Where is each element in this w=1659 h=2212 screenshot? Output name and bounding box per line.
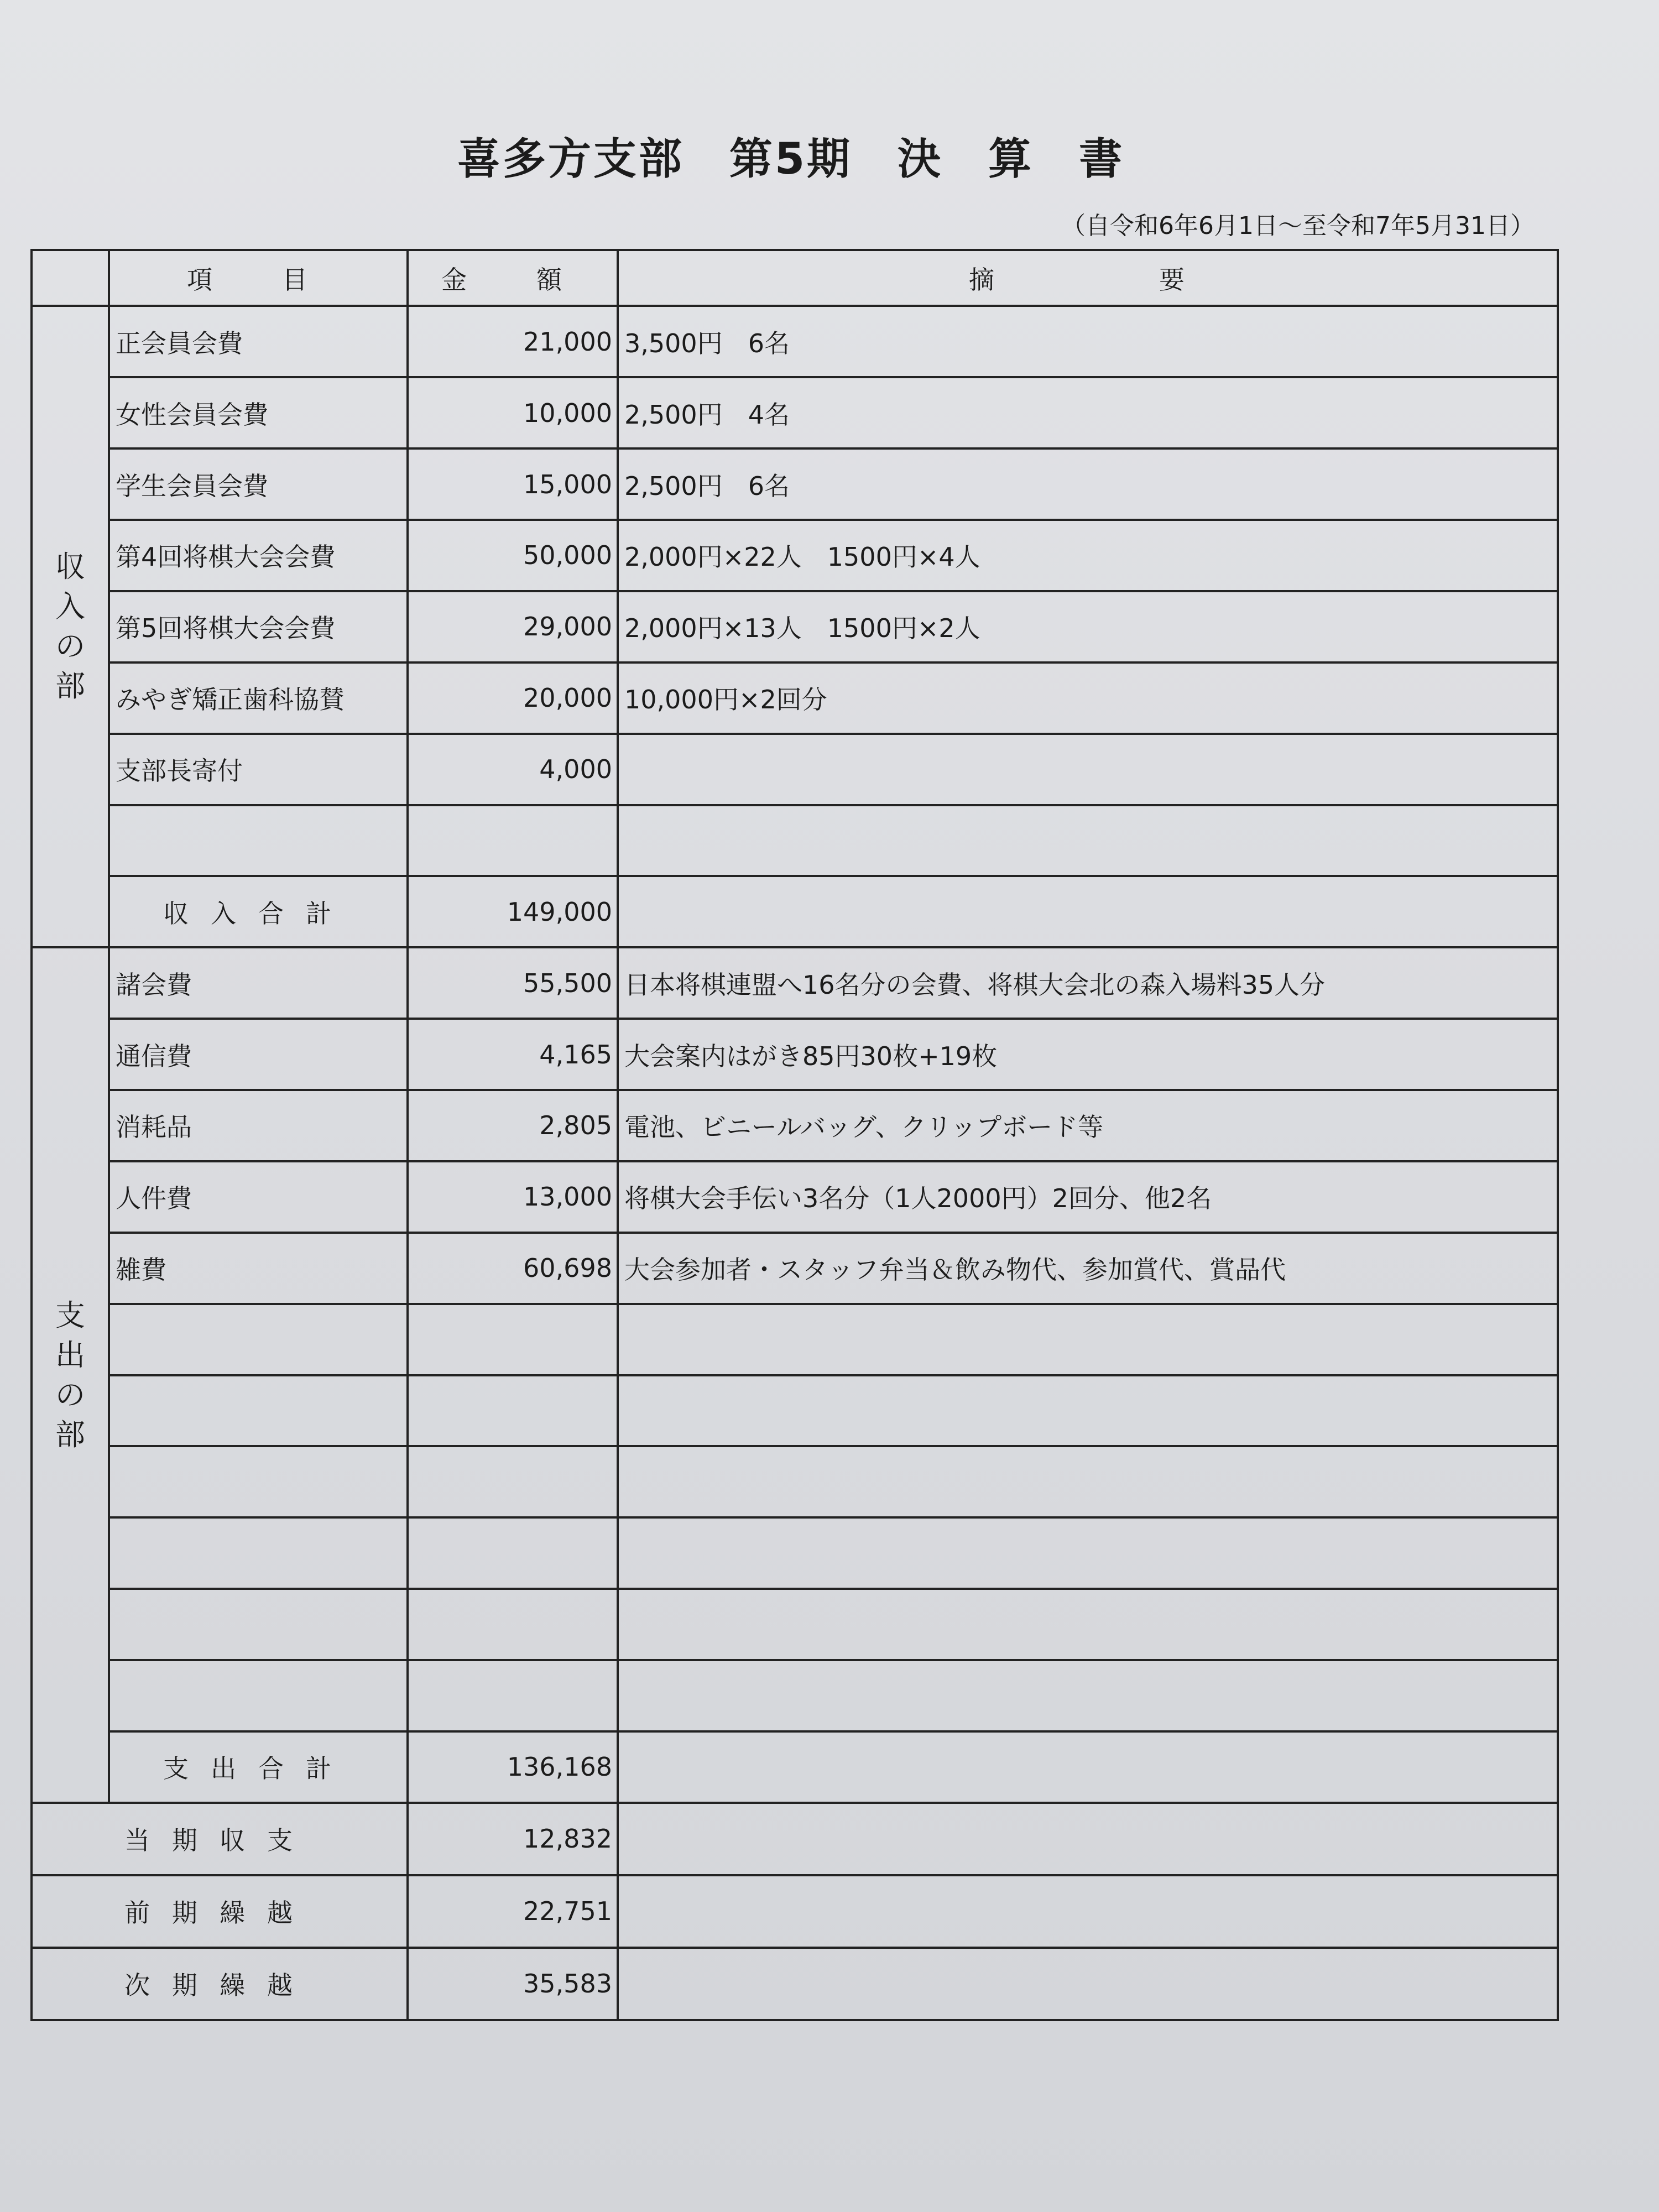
summary-row [32, 1948, 1558, 2020]
fiscal-period: （自令和6年6月1日～至令和7年5月31日） [1061, 212, 1535, 240]
row-item: 学生会員会費 [109, 448, 408, 520]
header-note: 摘 要 [618, 250, 1558, 306]
income-total-amount: 149,000 [408, 876, 618, 947]
table-row [32, 1090, 1558, 1161]
summary-row [32, 1875, 1558, 1948]
row-amount: 4,000 [408, 734, 618, 805]
row-item: 第5回将棋大会会費 [109, 591, 408, 662]
table-row [32, 1161, 1558, 1233]
summary-label: 次期繰越 [32, 1948, 408, 2020]
row-note: 2,000円×13人 1500円×2人 [618, 591, 1558, 662]
row-item: 正会員会費 [109, 306, 408, 377]
row-item [109, 1446, 408, 1517]
row-note [618, 1589, 1558, 1660]
settlement-table [30, 249, 1559, 2021]
row-amount: 4,165 [408, 1019, 618, 1090]
income-total-row [32, 876, 1558, 947]
summary-amount: 12,832 [408, 1803, 618, 1875]
income-total-note [618, 876, 1558, 947]
table-row [32, 1304, 1558, 1375]
table-row [32, 1589, 1558, 1660]
row-note: 日本将棋連盟へ16名分の会費、将棋大会北の森入場料35人分 [618, 947, 1558, 1019]
row-item: みやぎ矯正歯科協賛 [109, 662, 408, 734]
row-amount: 10,000 [408, 377, 618, 448]
row-item: 女性会員会費 [109, 377, 408, 448]
row-amount [408, 1589, 618, 1660]
row-amount: 2,805 [408, 1090, 618, 1161]
row-amount [408, 1304, 618, 1375]
summary-amount: 22,751 [408, 1875, 618, 1948]
row-item [109, 1304, 408, 1375]
table-row [32, 1019, 1558, 1090]
table-row [32, 520, 1558, 591]
income-label-char: 部 [55, 669, 85, 704]
summary-amount: 35,583 [408, 1948, 618, 2020]
row-item [109, 1660, 408, 1731]
summary-label: 当期収支 [32, 1803, 408, 1875]
table-row [32, 1375, 1558, 1447]
table-row [32, 1233, 1558, 1304]
header-row [32, 250, 1558, 306]
row-note: 将棋大会手伝い3名分（1人2000円）2回分、他2名 [618, 1161, 1558, 1233]
row-amount [408, 1517, 618, 1589]
row-amount: 60,698 [408, 1233, 618, 1304]
row-amount [408, 1660, 618, 1731]
expense-total-amount: 136,168 [408, 1731, 618, 1803]
row-amount: 55,500 [408, 947, 618, 1019]
row-amount: 21,000 [408, 306, 618, 377]
row-amount [408, 805, 618, 877]
income-label-char: 入 [55, 589, 85, 624]
title-text: 喜多方支部 第5期 決 算 書 [457, 134, 1125, 184]
row-note [618, 1446, 1558, 1517]
row-item: 雑費 [109, 1233, 408, 1304]
row-item: 支部長寄付 [109, 734, 408, 805]
row-note: 電池、ビニールバッグ、クリップボード等 [618, 1090, 1558, 1161]
table-row [32, 591, 1558, 662]
income-total-label: 収入合計 [109, 876, 408, 947]
row-amount [408, 1446, 618, 1517]
row-note: 10,000円×2回分 [618, 662, 1558, 734]
document-title [0, 124, 1659, 186]
summary-label: 前期繰越 [32, 1875, 408, 1948]
summary-row [32, 1803, 1558, 1875]
income-label-char: の [55, 629, 85, 664]
row-note: 2,500円 6名 [618, 448, 1558, 520]
row-item: 人件費 [109, 1161, 408, 1233]
expense-total-label: 支出合計 [109, 1731, 408, 1803]
table-row [32, 377, 1558, 448]
header-item: 項 目 [109, 250, 408, 306]
table-row [32, 805, 1558, 877]
header-amount: 金 額 [408, 250, 618, 306]
row-item [109, 1589, 408, 1660]
row-item [109, 1375, 408, 1447]
row-amount: 13,000 [408, 1161, 618, 1233]
expense-label-char: の [55, 1377, 85, 1412]
summary-note [618, 1948, 1558, 2020]
row-note: 3,500円 6名 [618, 306, 1558, 377]
table-row [32, 662, 1558, 734]
table-row [32, 734, 1558, 805]
expense-label-char: 出 [55, 1337, 85, 1373]
expense-total-row [32, 1731, 1558, 1803]
row-amount [408, 1375, 618, 1447]
table-row [32, 448, 1558, 520]
expense-section-label [32, 947, 109, 1803]
row-note [618, 1375, 1558, 1447]
expense-label-char: 部 [55, 1417, 85, 1452]
summary-note [618, 1803, 1558, 1875]
table-row [32, 1446, 1558, 1517]
table-row [32, 1517, 1558, 1589]
row-note: 大会案内はがき85円30枚+19枚 [618, 1019, 1558, 1090]
income-section-label [32, 306, 109, 947]
row-item: 消耗品 [109, 1090, 408, 1161]
table-row [32, 306, 1558, 377]
expense-total-note [618, 1731, 1558, 1803]
table-row [32, 947, 1558, 1019]
row-note [618, 734, 1558, 805]
header-blank [32, 250, 109, 306]
row-note: 2,500円 4名 [618, 377, 1558, 448]
row-item [109, 805, 408, 877]
summary-note [618, 1875, 1558, 1948]
row-note: 大会参加者・スタッフ弁当＆飲み物代、参加賞代、賞品代 [618, 1233, 1558, 1304]
row-note [618, 805, 1558, 877]
income-label-char: 収 [55, 549, 85, 585]
row-item: 通信費 [109, 1019, 408, 1090]
row-amount: 50,000 [408, 520, 618, 591]
row-item [109, 1517, 408, 1589]
expense-label-char: 支 [55, 1297, 85, 1333]
row-note [618, 1660, 1558, 1731]
row-note [618, 1304, 1558, 1375]
row-note: 2,000円×22人 1500円×4人 [618, 520, 1558, 591]
row-amount: 15,000 [408, 448, 618, 520]
row-item: 諸会費 [109, 947, 408, 1019]
table-row [32, 1660, 1558, 1731]
row-item: 第4回将棋大会会費 [109, 520, 408, 591]
row-note [618, 1517, 1558, 1589]
row-amount: 20,000 [408, 662, 618, 734]
row-amount: 29,000 [408, 591, 618, 662]
